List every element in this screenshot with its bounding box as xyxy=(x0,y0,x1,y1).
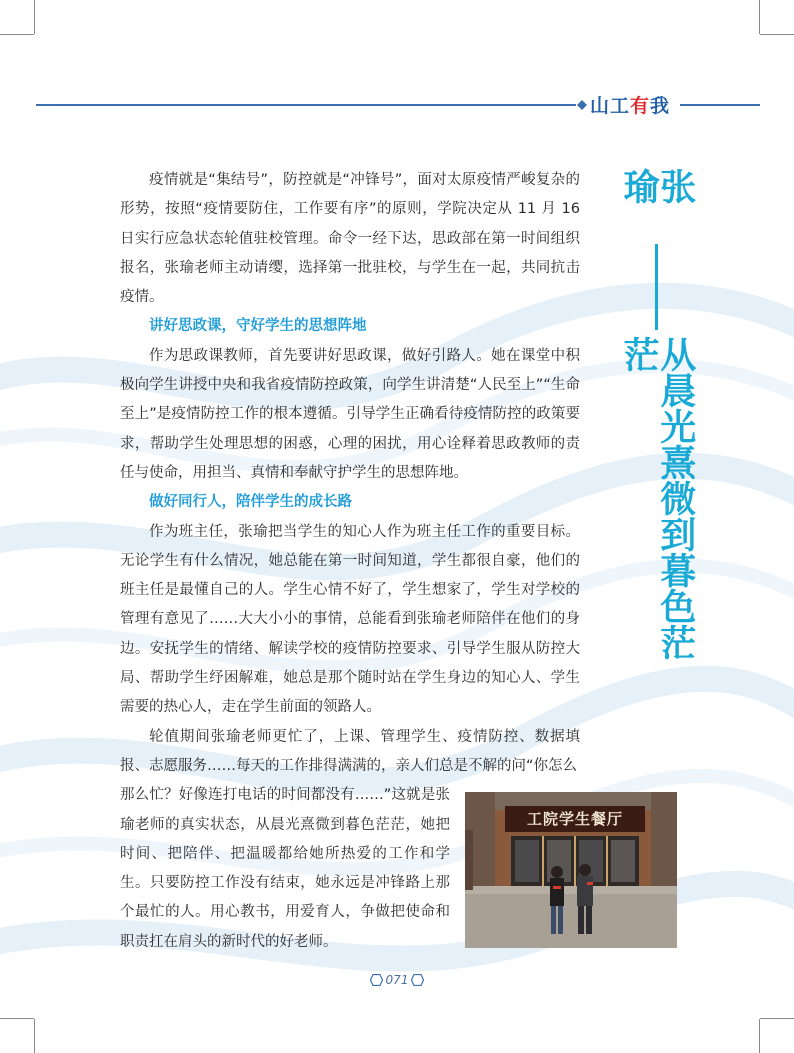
paragraph-2: 作为思政课教师，首先要讲好思政课，做好引路人。她在课堂中积极向学生讲授中央和我省疫情防控政策，向学生讲清楚“人民至上”“生命至上”是疫情防控工作的根本遵循。引导学生正确看待疫情防控的政策要求，帮助学生处理思想的困惑，心理的困扰，用心诠释着思政教师的责任与使命，用担当、真情和奉献守护学生的思想阵地。 xyxy=(120,347,580,481)
crop-mark-bottom-right xyxy=(759,1019,760,1053)
logo-char: 有 xyxy=(630,94,651,117)
paragraph-4: 轮值期间张瑜老师更忙了，上课、管理学生、疫情防控、数据填报、志愿服务……每天的工作排得满满的，亲人们总是不解的问“你怎么 xyxy=(120,728,580,774)
page-number: 071 xyxy=(385,973,409,987)
section-heading-2: 做好同行人，陪伴学生的成长路 xyxy=(149,494,352,511)
crop-mark-top-left xyxy=(34,0,35,34)
crop-mark-bottom-left xyxy=(34,1019,35,1053)
article-photo xyxy=(465,792,677,948)
crop-mark-top-left-h xyxy=(0,34,34,35)
magazine-logo xyxy=(590,89,670,119)
crop-mark-bottom-right-h xyxy=(760,1018,794,1019)
crop-mark-top-right-h xyxy=(760,34,794,35)
paragraph-1: 疫情就是“集结号”，防控就是“冲锋号”，面对太原疫情严峻复杂的形势，按照“疫情要防住，工作要有序”的原则，学院决定从 11 月 16 日实行应急状态轮值驻校管理。命令一经下达，思政部在第一时间组织报名，张瑜老师主动请缨，选择第一批驻校，与学生在一起，共同抗击疫情。 xyxy=(120,172,580,306)
photo-sign-text: 工院学生餐厅 xyxy=(526,810,623,828)
crop-mark-bottom-left-h xyxy=(0,1018,34,1019)
section-heading-1: 讲好思政课，守好学生的思想阵地 xyxy=(149,318,367,335)
article-title xyxy=(618,168,696,688)
article-title-subtitle: 从晨光熹微到暮色茫茫 xyxy=(618,336,696,661)
paragraph-4-continued: 那么忙？好像连打电话的时间都没有……”这就是张瑜老师的真实状态，从晨光熹微到暮色茫茫，她把时间、把陪伴、把温暖都给她所热爱的工作和学生。只要防控工作没有结束，她永远是冲锋路上那个最忙的人。用心教书，用爱育人，争做把使命和职责扛在肩头的新时代的好老师。 xyxy=(120,787,450,950)
header-diamond-icon xyxy=(577,100,587,110)
crop-mark-top-right xyxy=(759,0,760,34)
hexagon-right-icon xyxy=(411,974,424,986)
article-title-name: 张瑜 xyxy=(618,168,696,204)
header-rule-right xyxy=(680,104,760,106)
page-number-block xyxy=(362,971,432,989)
paragraph-3: 作为班主任，张瑜把当学生的知心人作为班主任工作的重要目标。无论学生有什么情况，她总能在第一时间知道，学生都很自豪，他们的班主任是最懂自己的人。学生心情不好了，学生想家了，学生对学校的管理有意见了……大大小小的事情，总能看到张瑜老师陪伴在他们的身边。安抚学生的情绪、解读学校的疫情防控要求、引导学生服从防控大局、帮助学生纾困解难，她总是那个随时站在学生身边的知心人、学生需要的热心人，走在学生前面的领路人。 xyxy=(120,523,580,716)
hexagon-left-icon xyxy=(370,974,383,986)
logo-char: 山 xyxy=(590,94,611,117)
title-dash xyxy=(655,244,658,330)
header-rule-left xyxy=(36,104,576,106)
logo-char: 工 xyxy=(610,94,631,117)
logo-char: 我 xyxy=(650,94,671,117)
